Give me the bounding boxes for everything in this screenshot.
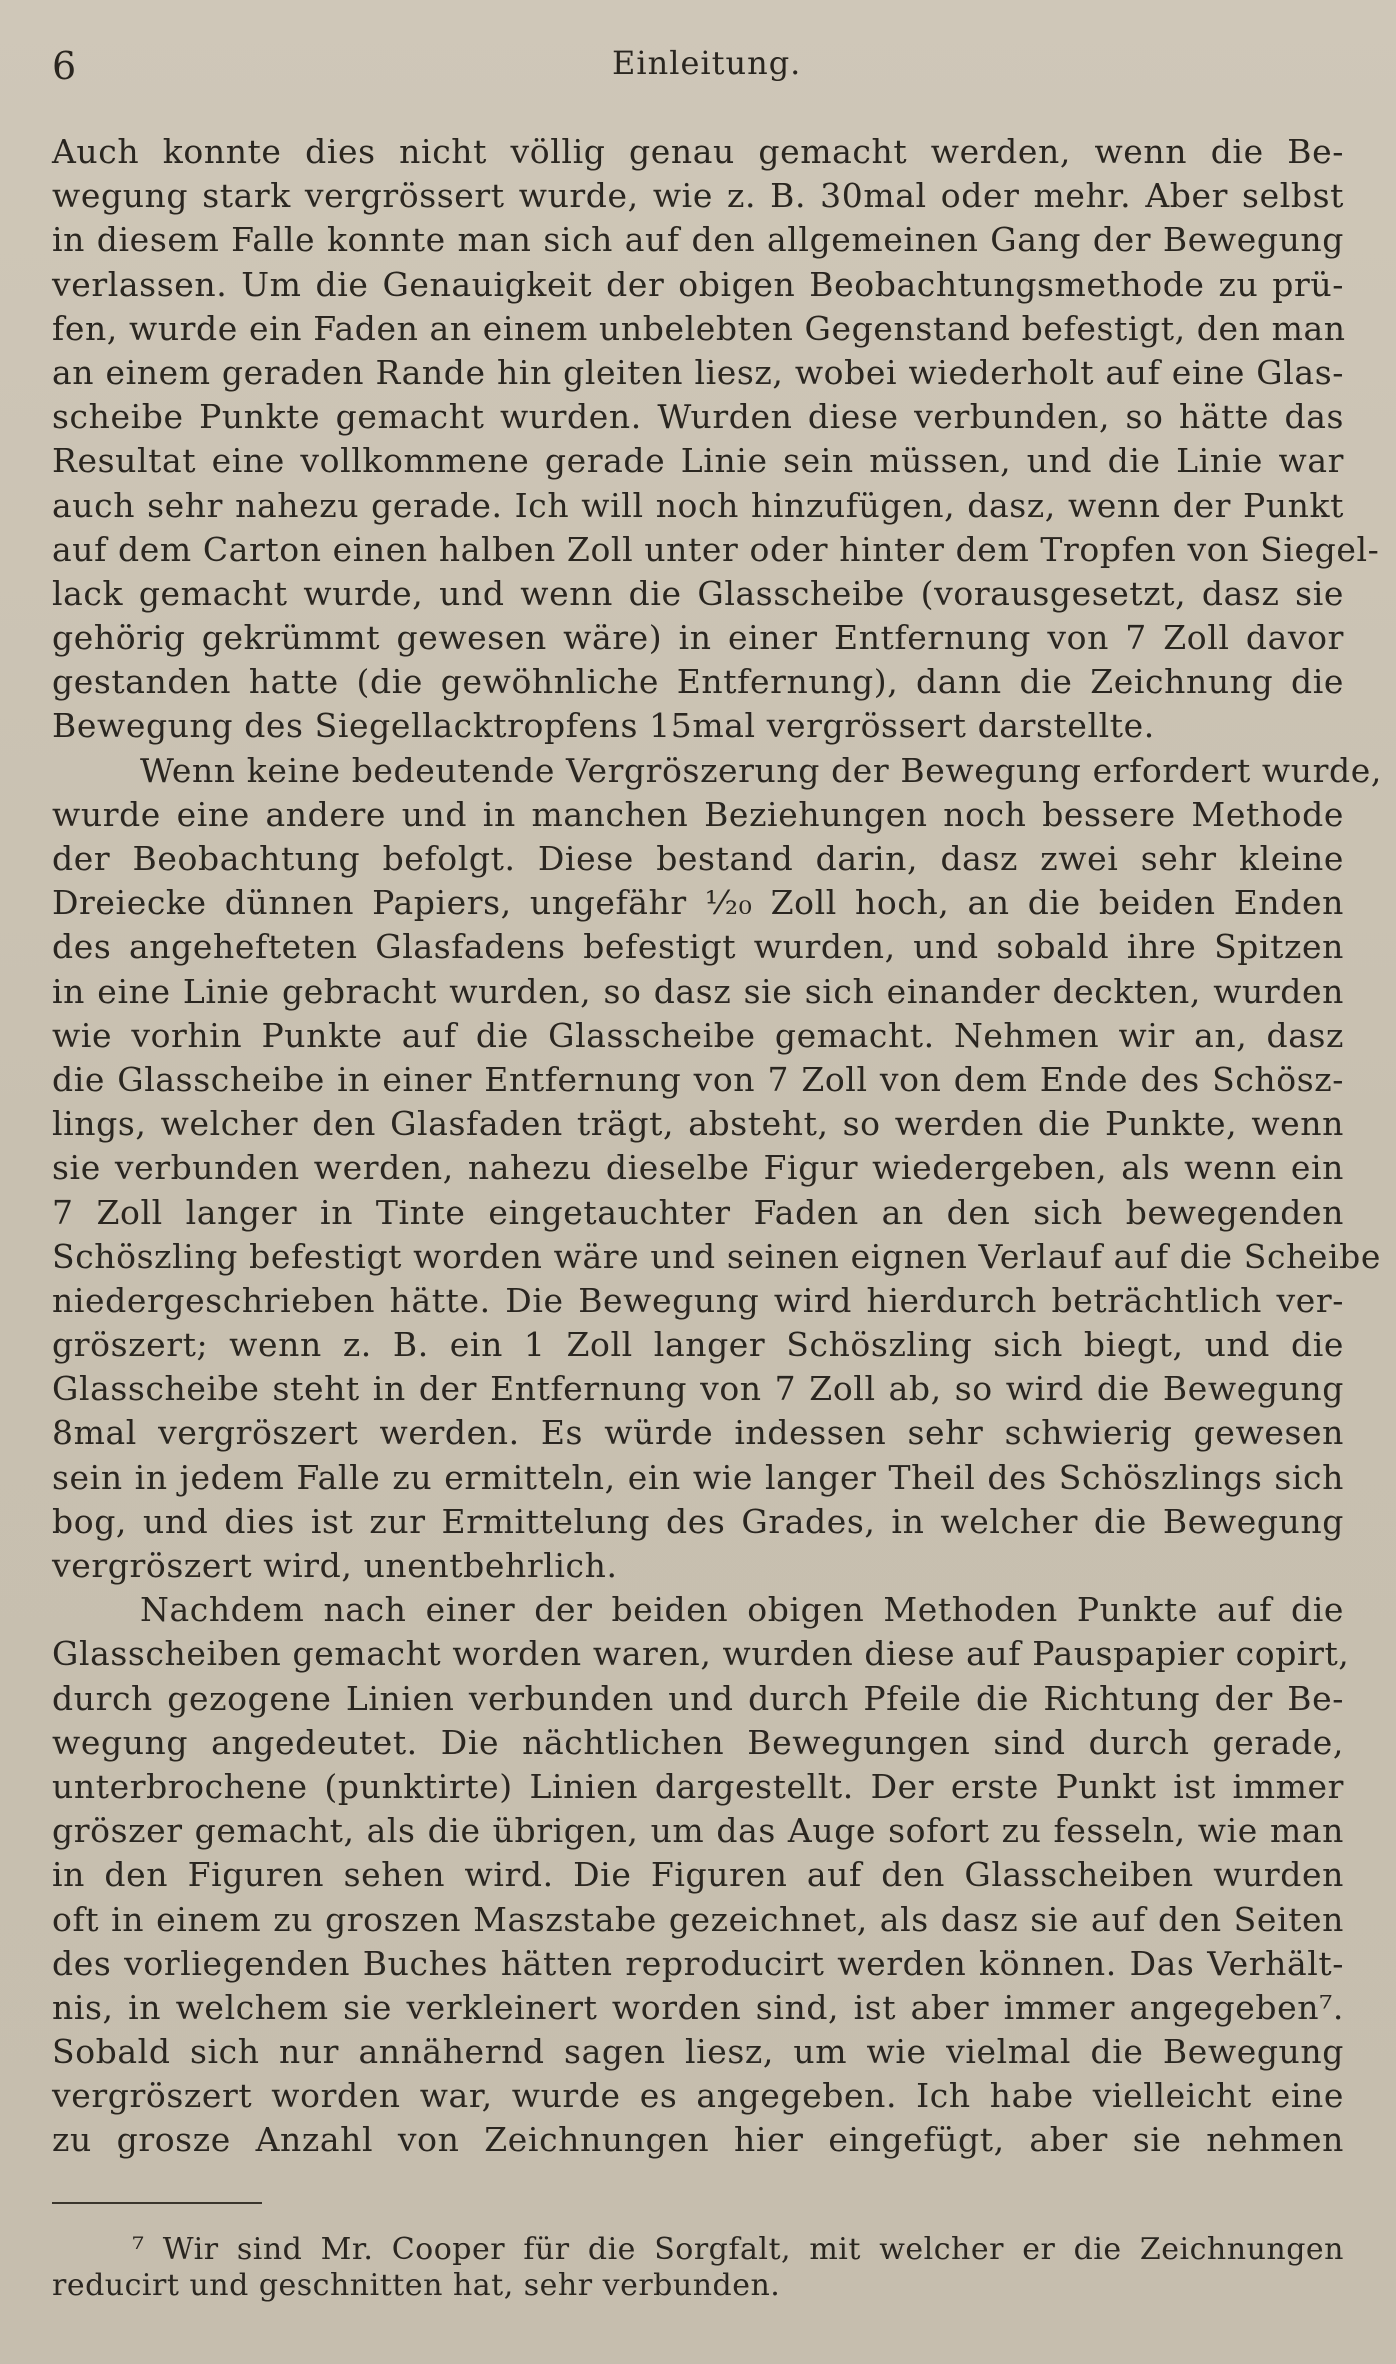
text-line: Bewegung des Siegellacktropfens 15mal vergrössert darstellte.	[52, 706, 1155, 746]
footnote-line: reducirt und geschnitten hat, sehr verbunden.	[52, 2268, 781, 2303]
paragraph-1	[52, 130, 1380, 749]
footnote-divider	[52, 2202, 262, 2204]
text-line: vergröszert worden war, wurde es angegeben. Ich habe vielleicht eine	[52, 2076, 1344, 2116]
text-line: Glasscheibe steht in der Entfernung von 7 Zoll ab, so wird die Bewegung	[52, 1369, 1344, 1409]
text-line: Auch konnte dies nicht völlig genau gemacht werden, wenn die Be-	[52, 132, 1344, 171]
text-line: 8mal vergröszert werden. Es würde indessen sehr schwierig gewesen	[52, 1413, 1344, 1453]
text-line: Dreiecke dünnen Papiers, ungefähr ¹⁄₂₀ Zoll hoch, an die beiden Enden	[52, 883, 1344, 923]
text-line: unterbrochene (punktirte) Linien dargestellt. Der erste Punkt ist immer	[52, 1766, 1344, 1806]
text-line: gestanden hatte (die gewöhnliche Entfernung), dann die Zeichnung die	[52, 662, 1344, 702]
footnote	[52, 2232, 1344, 2304]
text-line: Nachdem nach einer der beiden obigen Methoden Punkte auf die	[140, 1590, 1344, 1630]
text-line: niedergeschrieben hätte. Die Bewegung wird hierdurch beträchtlich ver-	[52, 1280, 1344, 1320]
text-line: gehörig gekrümmt gewesen wäre) in einer Entfernung von 7 Zoll davor	[52, 618, 1344, 658]
text-line: wurde eine andere und in manchen Beziehungen noch bessere Methode	[52, 794, 1344, 834]
text-line: gröszert; wenn z. B. ein 1 Zoll langer Schöszling sich biegt, und die	[52, 1325, 1344, 1365]
text-line: in diesem Falle konnte man sich auf den allgemeinen Gang der Bewegung	[52, 220, 1344, 260]
paragraph-2	[52, 749, 1382, 1589]
text-line: wegung stark vergrössert wurde, wie z. B. 30mal oder mehr. Aber selbst	[52, 176, 1344, 216]
text-line: Resultat eine vollkommene gerade Linie sein müssen, und die Linie war	[52, 441, 1344, 481]
text-line: Sobald sich nur annähernd sagen liesz, um wie vielmal die Bewegung	[52, 2032, 1344, 2072]
text-line: bog, und dies ist zur Ermittelung des Grades, in welcher die Bewegung	[52, 1501, 1344, 1541]
body-text	[52, 130, 1382, 2163]
text-line: nis, in welchem sie verkleinert worden sind, ist aber immer angegeben⁷.	[52, 1987, 1344, 2027]
text-line: auch sehr nahezu gerade. Ich will noch hinzufügen, dasz, wenn der Punkt	[52, 485, 1344, 525]
text-line: zu grosze Anzahl von Zeichnungen hier eingefügt, aber sie nehmen	[52, 2120, 1344, 2160]
text-line: sie verbunden werden, nahezu dieselbe Figur wiedergeben, als wenn ein	[52, 1148, 1344, 1188]
footnote-line: ⁷ Wir sind Mr. Cooper für die Sorgfalt, mit welcher er die Zeichnungen	[132, 2232, 1344, 2267]
text-line: verlassen. Um die Genauigkeit der obigen Beobachtungsmethode zu prü-	[52, 264, 1344, 304]
text-line: oft in einem zu groszen Maszstabe gezeichnet, als dasz sie auf den Seiten	[52, 1899, 1344, 1939]
text-line: Glasscheiben gemacht worden waren, wurden diese auf Pauspapier copirt,	[52, 1634, 1350, 1674]
text-line: fen, wurde ein Faden an einem unbelebten Gegenstand befestigt, den man	[52, 308, 1346, 348]
text-line: wegung angedeutet. Die nächtlichen Bewegungen sind durch gerade,	[52, 1722, 1344, 1762]
text-line: in eine Linie gebracht wurden, so dasz sie sich einander deckten, wurden	[52, 971, 1344, 1011]
page-header	[52, 44, 1342, 94]
text-line: wie vorhin Punkte auf die Glasscheibe gemacht. Nehmen wir an, dasz	[52, 1015, 1344, 1055]
text-line: scheibe Punkte gemacht wurden. Wurden diese verbunden, so hätte das	[52, 397, 1344, 437]
text-line: durch gezogene Linien verbunden und durch Pfeile die Richtung der Be-	[52, 1678, 1344, 1718]
text-line: die Glasscheibe in einer Entfernung von 7 Zoll von dem Ende des Schösz-	[52, 1059, 1344, 1099]
text-line: in den Figuren sehen wird. Die Figuren auf den Glasscheiben wurden	[52, 1855, 1344, 1895]
page-number: 6	[52, 44, 77, 88]
running-head: Einleitung.	[612, 44, 802, 82]
text-line: lack gemacht wurde, und wenn die Glasscheibe (vorausgesetzt, dasz sie	[52, 573, 1344, 613]
text-line: 7 Zoll langer in Tinte eingetauchter Faden an den sich bewegenden	[52, 1192, 1344, 1232]
text-line: des angehefteten Glasfadens befestigt wurden, und sobald ihre Spitzen	[52, 927, 1344, 967]
text-line: an einem geraden Rande hin gleiten liesz, wobei wiederholt auf eine Glas-	[52, 352, 1344, 392]
text-line: gröszer gemacht, als die übrigen, um das Auge sofort zu fesseln, wie man	[52, 1811, 1344, 1851]
text-line: lings, welcher den Glasfaden trägt, absteht, so werden die Punkte, wenn	[52, 1104, 1344, 1144]
text-line: vergröszert wird, unentbehrlich.	[52, 1546, 618, 1585]
text-line: auf dem Carton einen halben Zoll unter oder hinter dem Tropfen von Siegel-	[52, 529, 1380, 569]
text-line: Schöszling befestigt worden wäre und seinen eignen Verlauf auf die Scheibe	[52, 1236, 1382, 1276]
text-line: der Beobachtung befolgt. Diese bestand darin, dasz zwei sehr kleine	[52, 839, 1344, 878]
text-line: des vorliegenden Buches hätten reproducirt werden können. Das Verhält-	[52, 1943, 1344, 1983]
text-line: sein in jedem Falle zu ermitteln, ein wie langer Theil des Schöszlings sich	[52, 1457, 1344, 1497]
text-line: Wenn keine bedeutende Vergröszerung der Bewegung erfordert wurde,	[140, 750, 1382, 790]
paragraph-3	[52, 1588, 1350, 2162]
